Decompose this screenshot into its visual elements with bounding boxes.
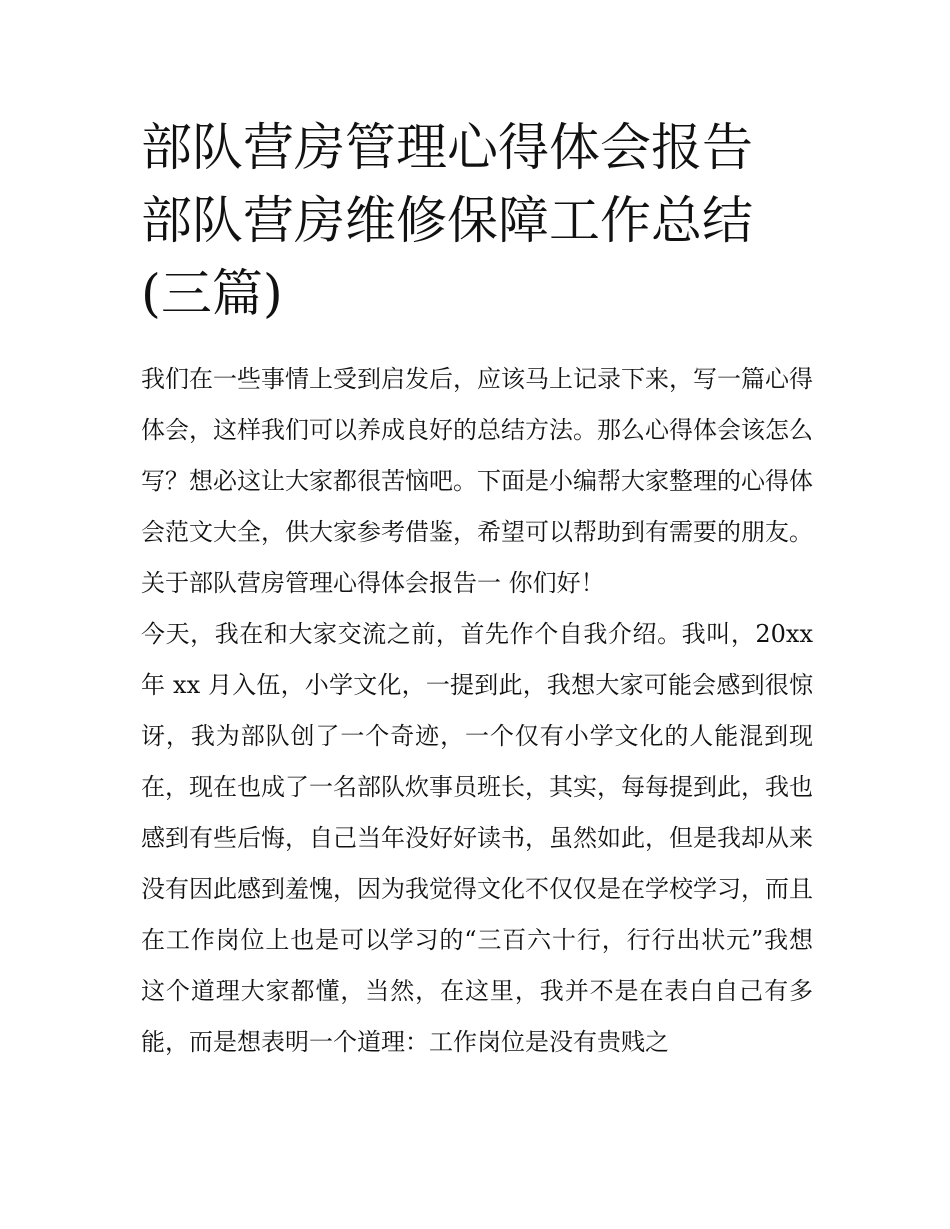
intro-paragraph: 我们在一些事情上受到启发后，应该马上记录下来，写一篇心得体会，这样我们可以养成良好的总结方法。那么心得体会该怎么写？想必这让大家都很苦恼吧。下面是小编帮大家整理的心得体会范文大全，供大家参考借鉴，希望可以帮助到有需要的朋友。 [141, 365, 813, 546]
document-body [141, 112, 813, 1068]
body-paragraph: 今天，我在和大家交流之前，首先作个自我介绍。我叫，20xx年 xx 月入伍，小学文化，一提到此，我想大家可能会感到很惊讶，我为部队创了一个奇迹，一个仅有小学文化的人能混到现在，现在也成了一名部队炊事员班长，其实，每每提到此，我也感到有些后悔，自己当年没好好读书，虽然如此，但是我却从来没有因此感到羞愧，因为我觉得文化不仅仅是在学校学习，而且在工作岗位上也是可以学习的“三百六十行，行行出状元”我想这个道理大家都懂，当然，在这里，我并不是在表白自己有多能，而是想表明一个道理：工作岗位是没有贵贱之 [141, 620, 813, 1056]
section-heading-paragraph: 关于部队营房管理心得体会报告一 你们好！ [141, 569, 605, 597]
document-title: 部队营房管理心得体会报告 部队营房维修保障工作总结(三篇) [141, 119, 754, 324]
